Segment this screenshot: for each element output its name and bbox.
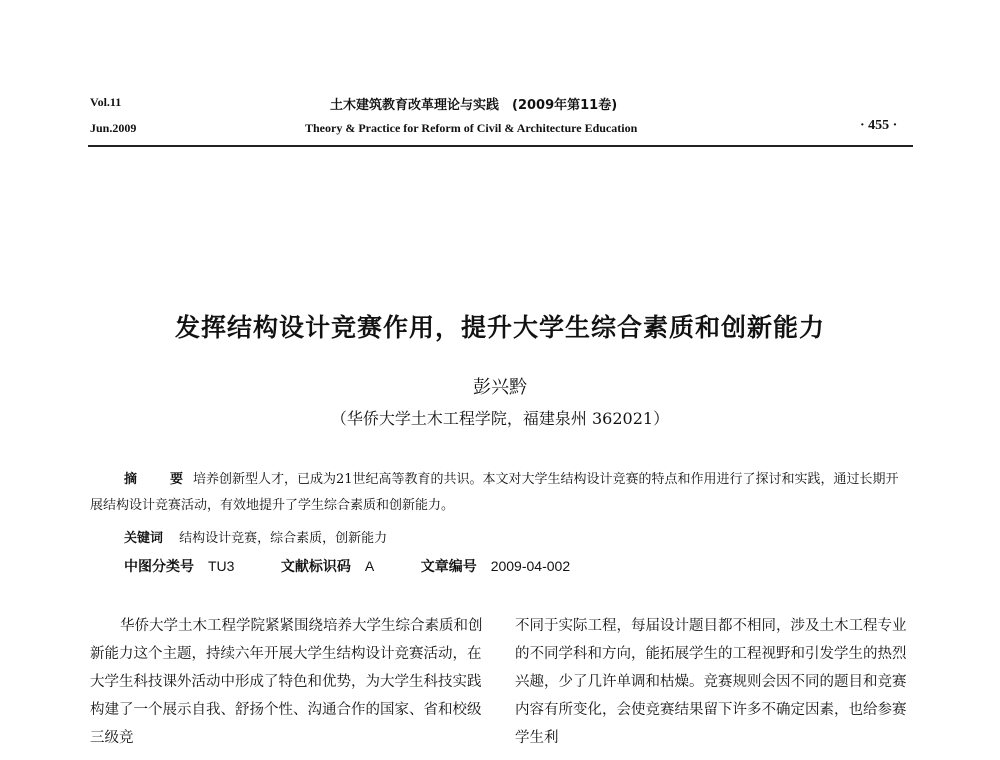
article-author: 彭兴黔 [473,377,527,398]
body-paragraph: 华侨大学土木工程学院紧紧围绕培养大学生综合素质和创新能力这个主题，持续六年开展大学生结构设计竞赛活动，在大学生科技课外活动中形成了特色和优势，为大学生科技实践构建了一个展示自我、舒扬个性、沟通合作的国家、省和校级三级竞 [90,618,483,746]
volume-label: Vol.11 [90,95,122,109]
body-paragraph: 不同于实际工程，每届设计题目都不相同，涉及土木工程专业的不同学科和方向，能拓展学生的工程视野和引发学生的热烈兴趣，少了几许单调和枯燥。竞赛规则会因不同的题目和竞赛内容有所变化，会使竞赛结果留下许多不确定因素，也给参赛学生利 [515,618,907,746]
doc-code-label: 文献标识码 [280,559,351,575]
body-column-right [515,612,910,752]
keywords-label: 关键词 [124,531,164,546]
author-affiliation: （华侨大学土木工程学院，福建泉州 362021） [330,409,670,428]
journal-title-en: Theory & Practice for Reform of Civil & Architecture Education [305,121,638,135]
article-number-label: 文章编号 [420,559,477,575]
article-title: 发挥结构设计竞赛作用，提升大学生综合素质和创新能力 [174,313,825,342]
keywords-text: 结构设计竞赛，综合素质，创新能力 [179,531,388,546]
abstract-label: 摘 要 [124,472,194,487]
doc-code-value: A [364,558,375,574]
issue-date: Jun.2009 [90,121,137,135]
clc-value: TU3 [208,558,235,574]
abstract [90,467,910,519]
page-number: · 455 · [860,118,898,133]
article-number-value: 2009-04-002 [490,558,571,574]
clc-label: 中图分类号 [124,559,194,575]
keywords-line [124,527,387,546]
journal-title-zh: 土木建筑教育改革理论与实践 (2009年第11卷) [330,98,618,113]
classification-line [124,556,612,576]
body-column-left [90,612,485,752]
abstract-text: 培养创新型人才，已成为21世纪高等教育的共识。本文对大学生结构设计竞赛的特点和作用进行了探讨和实践，通过长期开展结构设计竞赛活动，有效地提升了学生综合素质和创新能力。 [90,472,899,513]
header-rule [88,145,913,147]
